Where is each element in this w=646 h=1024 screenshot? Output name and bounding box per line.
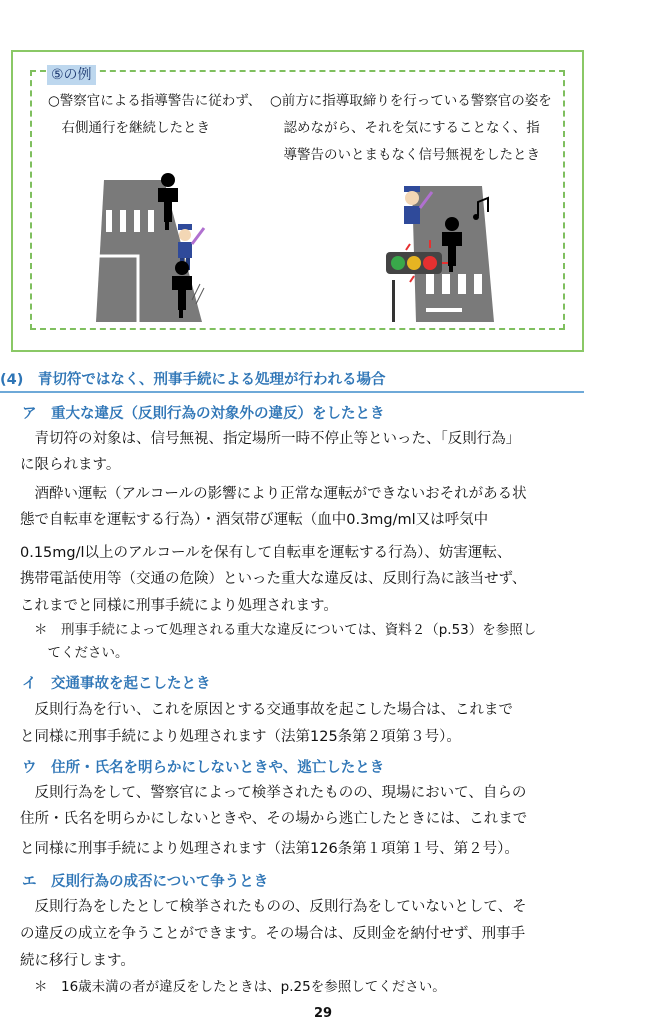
example-left-line-1: ○警察官による指導警告に従わず、 — [48, 93, 262, 109]
page-number: 29 — [313, 1006, 333, 1021]
body-line: 酒酔い運転（アルコールの影響により正常な運転ができないおそれがある状 — [20, 486, 527, 502]
body-line: 続に移行します。 — [20, 953, 135, 969]
body-line: 態で自転車を運転する行為）・酒気帯び運転（血中0.3mg/ml又は呼気中 — [20, 512, 489, 528]
subheading-e: エ 反則行為の成否について争うとき — [22, 874, 269, 890]
body-line: 0.15mg/l以上のアルコールを保有して自転車を運転する行為）、妨害運転、 — [20, 545, 512, 561]
example-title: ⑤の例 — [47, 65, 96, 85]
right-side-riding-illustration — [96, 172, 212, 324]
body-line: と同様に刑事手続により処理されます（法第126条第１項第１号、第２号）。 — [20, 841, 519, 857]
body-line: に限られます。 — [20, 457, 121, 473]
subheading-u: ウ 住所・氏名を明らかにしないときや、逃亡したとき — [22, 760, 385, 776]
body-line: 携帯電話使用等（交通の危険）といった重大な違反は、反則行為に該当せず、 — [20, 571, 527, 587]
body-line: 反則行為を行い、これを原因とする交通事故を起こした場合は、これまで — [20, 702, 513, 718]
example-right-line-3: 導警告のいとまもなく信号無視をしたとき — [270, 147, 540, 163]
example-left-line-2: 右側通行を継続したとき — [48, 120, 210, 136]
body-line: と同様に刑事手続により処理されます（法第125条第２項第３号）。 — [20, 729, 461, 745]
signal-ignoring-illustration — [386, 180, 504, 324]
body-line: 青切符の対象は、信号無視、指定場所一時不停止等といった、「反則行為」 — [20, 431, 521, 447]
example-right-line-2: 認めながら、それを気にすることなく、指 — [270, 120, 540, 136]
body-line: 反則行為をして、警察官によって検挙されたものの、現場において、自らの — [20, 785, 527, 801]
note-line: ＊ 16歳未満の者が違反をしたときは、p.25を参照してください。 — [34, 979, 446, 995]
note-line: てください。 — [34, 645, 129, 661]
body-line: これまでと同様に刑事手続により処理されます。 — [20, 598, 338, 614]
body-line: の違反の成立を争うことができます。その場合は、反則金を納付せず、刑事手 — [20, 926, 526, 942]
subheading-i: イ 交通事故を起こしたとき — [22, 676, 211, 692]
example-right-line-1: ○前方に指導取締りを行っている警察官の姿を — [270, 93, 552, 109]
body-line: 反則行為をしたとして検挙されたものの、反則行為をしていないとして、そ — [20, 899, 527, 915]
section-heading: (4) 青切符ではなく、刑事手続による処理が行われる場合 — [0, 370, 584, 393]
subheading-a: ア 重大な違反（反則行為の対象外の違反）をしたとき — [22, 406, 385, 422]
body-line: 住所・氏名を明らかにしないときや、その場から逃亡したときには、これまで — [20, 811, 528, 827]
note-line: ＊ 刑事手続によって処理される重大な違反については、資料２（p.53）を参照し — [34, 622, 537, 638]
